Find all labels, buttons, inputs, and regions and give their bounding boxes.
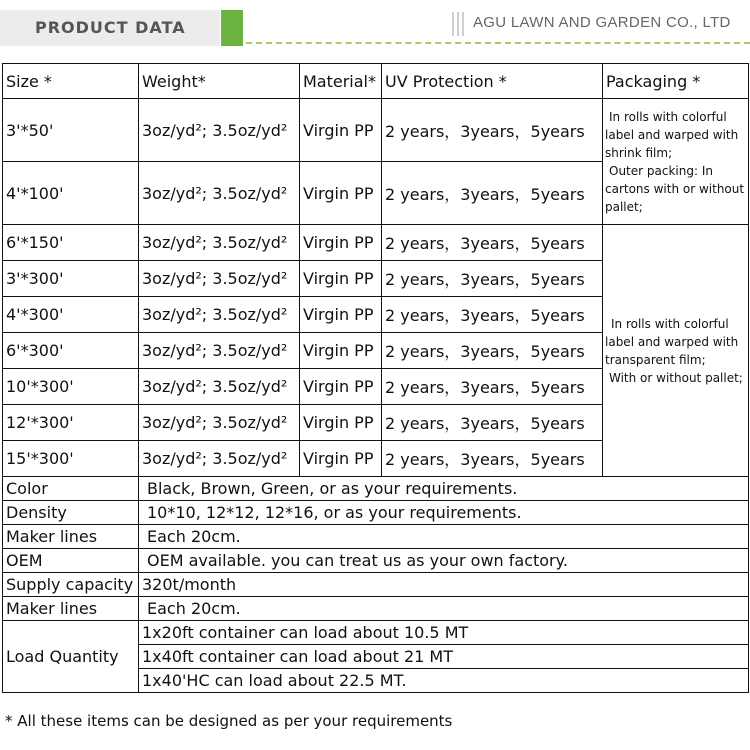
load-quantity-label: Load Quantity [3,621,139,693]
size-cell: 6'*150' [3,225,139,261]
footnote: * All these items can be designed as per your requirements [5,712,453,730]
packaging-line: In rolls with colorful [609,109,727,124]
weight-cell: 3oz/yd²; 3.5oz/yd² [139,297,300,333]
weight-cell: 3oz/yd²; 3.5oz/yd² [139,369,300,405]
spec-label: OEM [3,549,139,573]
packaging-line: transparent film; [605,352,706,367]
material-cell: Virgin PP [300,333,382,369]
size-cell: 4'*300' [3,297,139,333]
material-cell: Virgin PP [300,369,382,405]
weight-cell: 3oz/yd²; 3.5oz/yd² [139,99,300,162]
spec-label: Supply capacity [3,573,139,597]
product-spec-table [2,63,749,693]
size-cell: 12'*300' [3,405,139,441]
weight-cell: 3oz/yd²; 3.5oz/yd² [139,261,300,297]
size-cell: 4'*100' [3,162,139,225]
load-value: 1x20ft container can load about 10.5 MT [139,621,749,645]
spec-row-supply-capacity [3,573,749,597]
uv-cell: 2 years，3years，5years [382,441,603,477]
size-cell: 10'*300' [3,369,139,405]
page-header [0,0,750,46]
packaging-line: label and warped with [605,127,739,142]
decorative-bars [452,12,467,40]
uv-cell: 2 years，3years，5years [382,333,603,369]
material-cell: Virgin PP [300,261,382,297]
packaging-line: With or without pallet; [609,370,743,385]
weight-cell: 3oz/yd²; 3.5oz/yd² [139,225,300,261]
spec-row-maker-lines [3,525,749,549]
packaging-line: cartons with or without [605,181,745,196]
load-row [3,621,749,645]
spec-label: Maker lines [3,597,139,621]
size-cell: 15'*300' [3,441,139,477]
material-cell: Virgin PP [300,297,382,333]
material-cell: Virgin PP [300,441,382,477]
packaging-line: pallet; [605,199,643,214]
spec-row-maker-lines-2 [3,597,749,621]
packaging-cell-large-rolls [603,225,749,477]
packaging-line: Outer packing: In [609,163,713,178]
spec-row-oem [3,549,749,573]
table-row [3,99,749,162]
packaging-line: In rolls with colorful [611,316,729,331]
header-divider [246,42,750,44]
weight-cell: 3oz/yd²; 3.5oz/yd² [139,441,300,477]
packaging-cell-small-rolls [603,99,749,225]
spec-label: Maker lines [3,525,139,549]
uv-cell: 2 years，3years，5years [382,162,603,225]
material-cell: Virgin PP [300,99,382,162]
table-row [3,225,749,261]
spec-label: Density [3,501,139,525]
spec-value: Each 20cm. [139,525,749,549]
column-header-packaging: Packaging * [603,64,749,99]
size-cell: 3'*50' [3,99,139,162]
load-value: 1x40'HC can load about 22.5 MT. [139,669,749,693]
uv-cell: 2 years，3years，5years [382,405,603,441]
material-cell: Virgin PP [300,162,382,225]
packaging-line: label and warped with [605,334,739,349]
column-header-uv: UV Protection * [382,64,603,99]
uv-cell: 2 years，3years，5years [382,225,603,261]
weight-cell: 3oz/yd²; 3.5oz/yd² [139,162,300,225]
table-header-row [3,64,749,99]
material-cell: Virgin PP [300,405,382,441]
spec-row-color [3,477,749,501]
accent-block [221,10,243,46]
spec-value: OEM available. you can treat us as your own factory. [139,549,749,573]
spec-value: 320t/month [139,573,749,597]
uv-cell: 2 years，3years，5years [382,297,603,333]
packaging-line: shrink film; [605,145,673,160]
column-header-size: Size * [3,64,139,99]
spec-value: Each 20cm. [139,597,749,621]
column-header-weight: Weight* [139,64,300,99]
uv-cell: 2 years，3years，5years [382,99,603,162]
spec-row-density [3,501,749,525]
page-title: PRODUCT DATA [35,18,186,37]
uv-cell: 2 years，3years，5years [382,261,603,297]
load-value: 1x40ft container can load about 21 MT [139,645,749,669]
spec-value: 10*10, 12*12, 12*16, or as your requirements. [139,501,749,525]
weight-cell: 3oz/yd²; 3.5oz/yd² [139,405,300,441]
spec-label: Color [3,477,139,501]
size-cell: 3'*300' [3,261,139,297]
column-header-material: Material* [300,64,382,99]
uv-cell: 2 years，3years，5years [382,369,603,405]
company-name: AGU LAWN AND GARDEN CO., LTD [473,14,731,31]
spec-value: Black, Brown, Green, or as your requirements. [139,477,749,501]
material-cell: Virgin PP [300,225,382,261]
size-cell: 6'*300' [3,333,139,369]
weight-cell: 3oz/yd²; 3.5oz/yd² [139,333,300,369]
